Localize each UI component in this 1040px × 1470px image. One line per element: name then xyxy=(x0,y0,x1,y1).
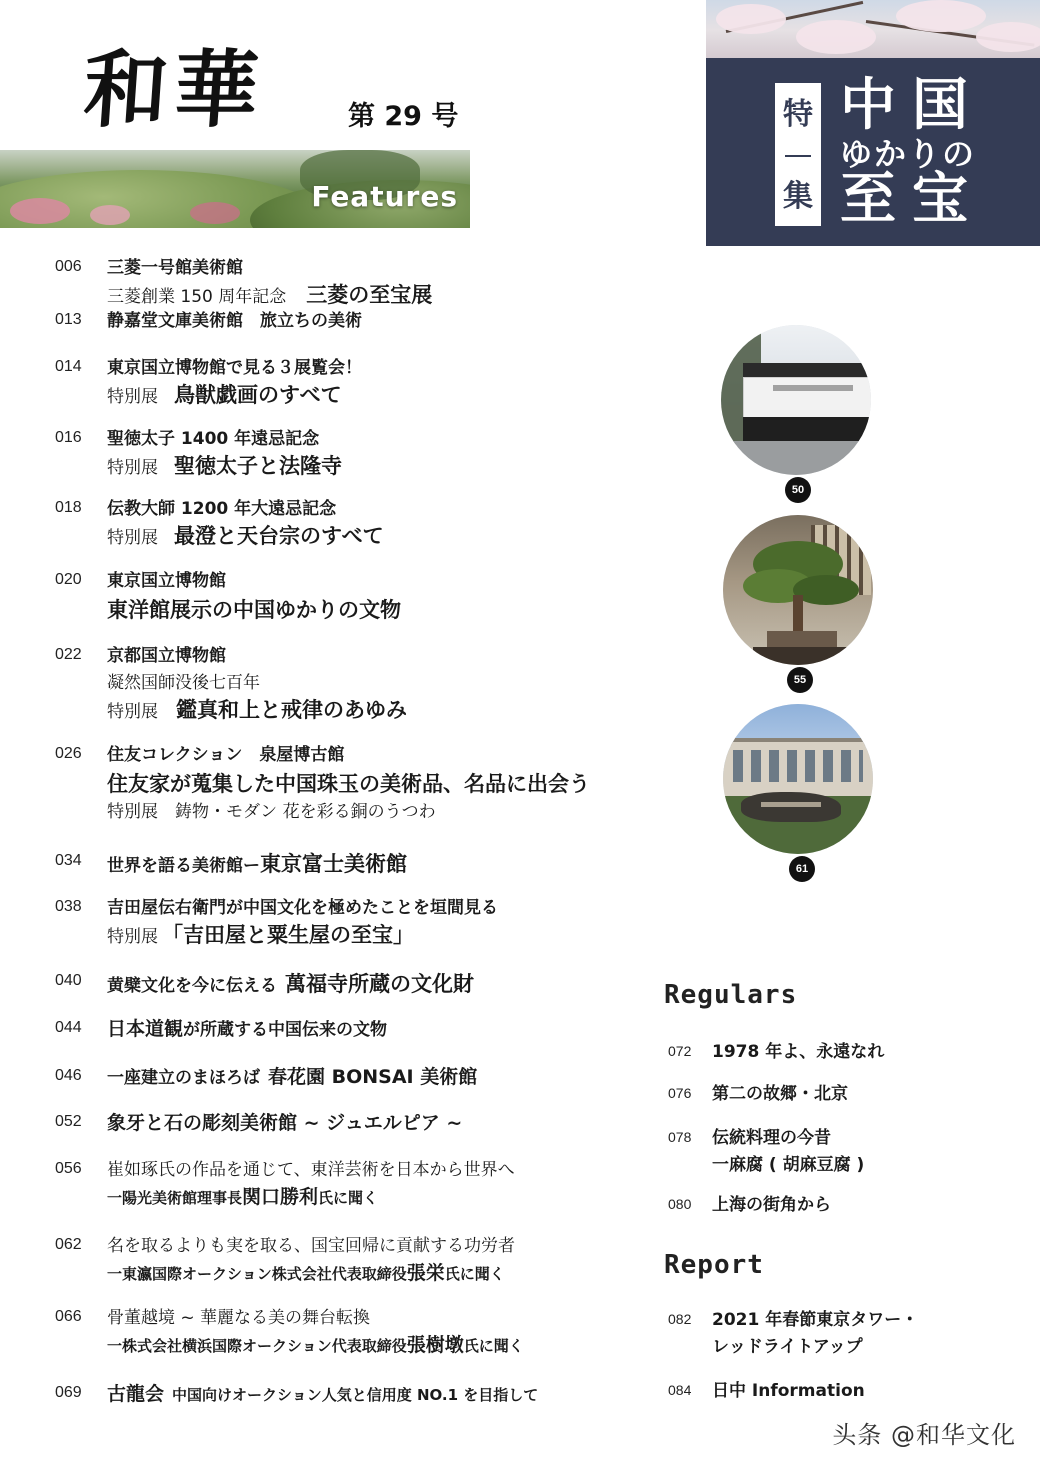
entry-line: 三菱一号館美術館 xyxy=(107,258,243,278)
page-number: 084 xyxy=(668,1382,692,1398)
photo-ground xyxy=(721,441,871,475)
entry-title: 住友家が蒐集した中国珠玉の美術品、名品に出会う xyxy=(107,772,590,796)
page-number: 016 xyxy=(55,429,82,446)
photo-sign xyxy=(773,385,853,391)
issue-number: 第 29 号 xyxy=(348,101,459,132)
exhibit-label: 特別展 xyxy=(107,387,158,407)
entry-line: 住友コレクション 泉屋博古館 xyxy=(107,745,345,765)
blossom-cluster xyxy=(716,4,786,34)
photo-windows xyxy=(733,750,863,782)
entry-line: 一麻腐 ( 胡麻豆腐 ) xyxy=(712,1155,865,1175)
page-number: 076 xyxy=(668,1085,692,1101)
entry-line: 伝教大師 1200 年大遠忌記念 xyxy=(107,499,337,519)
blossom-cluster xyxy=(796,20,876,54)
page-number: 018 xyxy=(55,499,82,516)
entry-title: 最澄と天台宗のすべて xyxy=(174,524,384,548)
entry-title: 古龍会 xyxy=(107,1383,165,1405)
tag-top-char: 特 xyxy=(783,97,813,132)
entry-title: 「吉田屋と粟生屋の至宝」 xyxy=(162,923,414,947)
page-number: 080 xyxy=(668,1196,692,1212)
interviewee-name: 関口勝利 xyxy=(242,1186,319,1208)
entry-subtitle: 氏に聞く xyxy=(318,1189,379,1207)
entry-subtitle: 一東瀛国際オークション株式会社代表取締役 xyxy=(107,1265,407,1283)
exhibit-label: 特別展 xyxy=(107,702,158,722)
entry-subtitle: 氏に聞く xyxy=(463,1337,524,1355)
photo-roof xyxy=(743,363,871,377)
page-number: 069 xyxy=(55,1384,82,1401)
entry-line: 東京国立博物館 xyxy=(107,571,226,591)
entry-line: レッドライトアップ xyxy=(712,1337,863,1357)
features-label: Features xyxy=(311,180,458,213)
entry-line: 崔如琢氏の作品を通じて、東洋芸術を日本から世界へ xyxy=(107,1160,515,1180)
entry-line: 聖徳太子 1400 年遠忌記念 xyxy=(107,429,320,449)
page-number: 062 xyxy=(55,1236,82,1253)
regulars-heading: Regulars xyxy=(664,980,798,1010)
page-number: 038 xyxy=(55,898,82,915)
special-title-line2: ゆかりの xyxy=(840,135,977,173)
page-number: 014 xyxy=(55,358,82,375)
photo-stone-monument xyxy=(741,792,841,822)
photo-base xyxy=(743,417,871,441)
exhibit-label: 特別展 xyxy=(107,927,158,947)
photo-wall xyxy=(743,377,871,419)
entry-title: 萬福寺所蔵の文化財 xyxy=(285,972,474,996)
museum-photo-circle xyxy=(721,325,871,475)
entry-title: 鑑真和上と戒律のあゆみ xyxy=(176,698,407,722)
page-number: 052 xyxy=(55,1113,82,1130)
entry-line: 吉田屋伝右衛門が中国文化を極めたことを垣間見る xyxy=(107,898,498,918)
report-heading: Report xyxy=(664,1250,764,1280)
entry-line: 東京国立博物館で見る３展覧会！ xyxy=(107,358,362,378)
entry-title: 聖徳太子と法隆寺 xyxy=(174,454,342,478)
interviewee-name: 張栄 xyxy=(406,1262,445,1284)
entry-line: 1978 年よ、永遠なれ xyxy=(712,1042,885,1062)
page-number: 022 xyxy=(55,646,82,663)
entry-subtitle: 世界を語る美術館ー xyxy=(107,856,260,876)
blossom-cluster xyxy=(976,22,1040,52)
entry-subtitle: 一座建立のまほろば xyxy=(107,1068,260,1088)
banner-flowers xyxy=(10,198,70,224)
bonsai-photo-circle xyxy=(723,515,873,665)
magazine-logo: 和華 xyxy=(80,40,268,139)
entry-title: 三菱の至宝展 xyxy=(306,283,433,307)
entry-line: 特別展 鋳物・モダン 花を彩る銅のうつわ xyxy=(107,802,436,822)
entry-line: 静嘉堂文庫美術館 旅立ちの美術 xyxy=(107,311,362,331)
banner-flowers xyxy=(90,205,130,225)
page-number: 046 xyxy=(55,1067,82,1084)
entry-line: 日中 Information xyxy=(712,1381,865,1401)
special-title-line3: 至宝 xyxy=(840,167,984,232)
entry-title: 鳥獣戯画のすべて xyxy=(174,383,342,407)
entry-subtitle: 氏に聞く xyxy=(444,1265,505,1283)
cherry-blossom-photo xyxy=(706,0,1040,60)
page-number: 026 xyxy=(55,745,82,762)
bonsai-stand xyxy=(753,647,853,665)
source-watermark: 头条 @和华文化 xyxy=(832,1421,1016,1449)
entry-subtitle: 三菱創業 150 周年記念 xyxy=(107,287,287,307)
page-badge: 55 xyxy=(787,667,813,693)
page-badge: 61 xyxy=(789,856,815,882)
entry-subtitle: 黄檗文化を今に伝える xyxy=(107,976,277,996)
blossom-cluster xyxy=(896,0,986,32)
entry-subtitle: が所蔵する中国伝来の文物 xyxy=(183,1020,388,1040)
entry-line: 凝然国師没後七百年 xyxy=(107,673,260,693)
page-number: 044 xyxy=(55,1019,82,1036)
banner-flowers xyxy=(190,202,240,224)
exhibit-label: 特別展 xyxy=(107,458,158,478)
bonsai-trunk xyxy=(793,595,803,635)
entry-title: 日本道観 xyxy=(107,1018,184,1040)
entry-subtitle: 一株式会社横浜国際オークション代表取締役 xyxy=(107,1337,407,1355)
page-number: 040 xyxy=(55,972,82,989)
page-number: 006 xyxy=(55,258,82,275)
features-banner xyxy=(0,150,470,228)
building-photo-circle xyxy=(723,704,873,854)
entry-title: 東京富士美術館 xyxy=(260,852,407,876)
photo-stone-inscription xyxy=(761,802,821,807)
entry-subtitle: 一陽光美術館理事長 xyxy=(107,1189,243,1207)
entry-title: 春花園 BONSAI 美術館 xyxy=(268,1066,478,1088)
page-number: 020 xyxy=(55,571,82,588)
entry-subtitle: 中国向けオークション人気と信用度 NO.1 を目指して xyxy=(172,1386,539,1404)
special-title-line1: 中国 xyxy=(840,73,984,138)
exhibit-label: 特別展 xyxy=(107,528,158,548)
special-feature-tag xyxy=(775,83,821,226)
page-number: 066 xyxy=(55,1308,82,1325)
tag-bottom-char: 集 xyxy=(783,179,813,214)
page-number: 013 xyxy=(55,311,82,328)
page-number: 034 xyxy=(55,852,82,869)
page-badge: 50 xyxy=(785,477,811,503)
entry-title: 東洋館展示の中国ゆかりの文物 xyxy=(107,598,401,622)
entry-line: 京都国立博物館 xyxy=(107,646,226,666)
interviewee-name: 張樹墩 xyxy=(406,1334,464,1356)
entry-line: 上海の街角から xyxy=(712,1195,831,1215)
page-number: 082 xyxy=(668,1311,692,1327)
entry-line: 第二の故郷・北京 xyxy=(712,1084,848,1104)
tag-divider xyxy=(785,155,811,157)
page-number: 078 xyxy=(668,1129,692,1145)
page-number: 072 xyxy=(668,1043,692,1059)
entry-line: 骨董越境 ~ 華麗なる美の舞台転換 xyxy=(107,1308,371,1328)
entry-line: 名を取るよりも実を取る、国宝回帰に貢献する功労者 xyxy=(107,1236,515,1256)
entry-line: 2021 年春節東京タワー・ xyxy=(712,1310,919,1330)
entry-title: 象牙と石の彫刻美術館 ~ ジュエルピア ~ xyxy=(107,1112,463,1134)
entry-line: 伝統料理の今昔 xyxy=(712,1128,831,1148)
page-number: 056 xyxy=(55,1160,82,1177)
